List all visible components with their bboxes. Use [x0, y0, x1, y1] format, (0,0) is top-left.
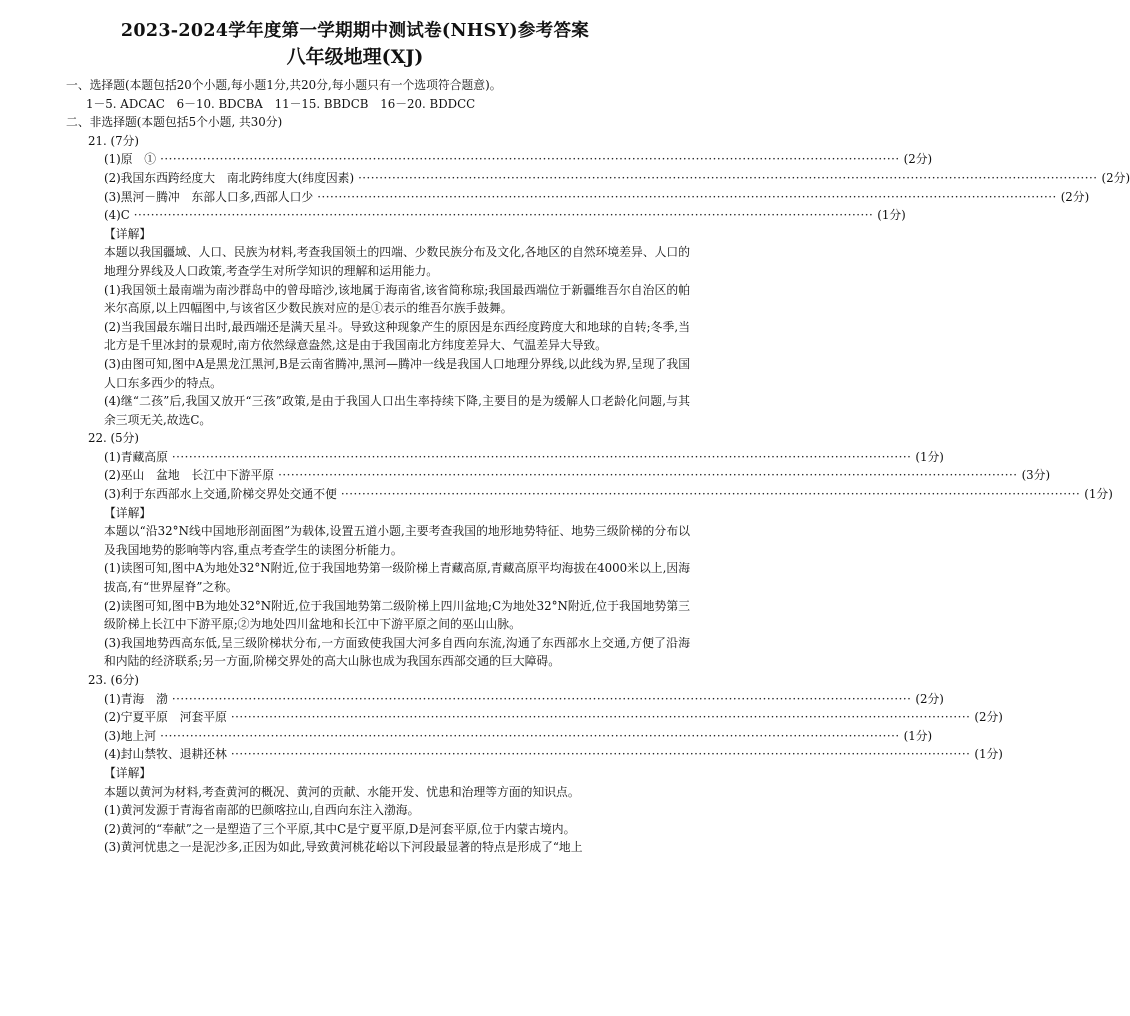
leader-dots: ·············································································································································································· [160, 152, 900, 167]
section2-heading: 二、非选择题(本题包括5个小题, 共30分) [66, 115, 283, 130]
q22-item-1 [0, 448, 944, 467]
q23-item-4-score: (1分) [974, 747, 1003, 762]
q23-detail-para: (1)黄河发源于青海省南部的巴颜喀拉山,自西向东注入渤海。 [104, 803, 420, 818]
leader-dots: ·············································································································································································· [358, 170, 1098, 185]
q23-item-3-score: (1分) [903, 728, 933, 743]
q23-detail-para: (3)黄河忧患之一是泥沙多,正因为如此,导致黄河桃花峪以下河段最显著的特点是形成了“地上 [104, 840, 583, 855]
q21-label: 21. (7分) [88, 133, 140, 148]
q22-detail-tag: 【详解】 [104, 505, 152, 520]
q21-item-1-score: (2分) [903, 152, 933, 167]
q21-detail-para: (1)我国领土最南端为南沙群岛中的曾母暗沙,该地属于海南省,该省简称琼;我国最西端位于新疆维吾尔自治区的帕米尔高原,以上四幅图中,与该省区少数民族对应的是①表示的维吾尔族手鼓舞。 [104, 282, 690, 316]
leader-dots: ·············································································································································································· [340, 487, 1081, 502]
q21-detail-para: 本题以我国疆域、人口、民族为材料,考查我国领土的四端、少数民族分布及文化,各地区的自然环境差异、人口的地理分界线及人口政策,考查学生对所学知识的理解和运用能力。 [104, 245, 690, 278]
q23-item-2 [0, 708, 1003, 727]
q21-item-4-text: (4)C [104, 208, 130, 223]
q22-detail-para: 本题以“沿32°N线中国地形剖面图”为载体,设置五道小题,主要考查我国的地形地势特征、地势三级阶梯的分布以及我国地势的影响等内容,重点考查学生的读图分析能力。 [104, 524, 690, 557]
q23-detail-para: (2)黄河的“奉献”之一是塑造了三个平原,其中C是宁夏平原,D是河套平原,位于内蒙古境内。 [104, 821, 576, 836]
q23-item-1-score: (2分) [915, 691, 944, 706]
q22-detail-para: (1)读图可知,图中A为地处32°N附近,位于我国地势第一级阶梯上青藏高原,青藏高原平均海拔在4000米以上,因海拔高,有“世界屋脊”之称。 [104, 561, 690, 595]
q22-item-2-score: (3分) [1021, 468, 1051, 483]
q21-item-2 [0, 169, 1130, 188]
q22-item-3-score: (1分) [1084, 487, 1113, 502]
document-title: 2023-2024学年度第一学期期中测试卷(NHSY)参考答案 [120, 21, 590, 41]
q23-item-1 [0, 690, 944, 709]
q22-item-1-score: (1分) [915, 449, 944, 464]
q21-item-3-text: (3)黑河－腾冲 东部人口多,西部人口少 [104, 189, 314, 204]
q23-item-3-text: (3)地上河 [104, 728, 157, 743]
q21-item-4 [0, 206, 906, 225]
q23-item-4 [0, 745, 1003, 764]
q23-item-1-text: (1)青海 渤 [104, 691, 168, 706]
leader-dots: ·············································································································································································· [133, 208, 874, 223]
q22-detail-para: (2)读图可知,图中B为地处32°N附近,位于我国地势第二级阶梯上四川盆地;C为地处32°N附近,位于我国地势第三级阶梯上长江中下游平原;②为地处四川盆地和长江中下游平原之间的巫山山脉。 [104, 598, 690, 632]
q22-item-2 [0, 466, 1051, 485]
q22-item-2-text: (2)巫山 盆地 长江中下游平原 [104, 468, 275, 483]
section1-answers: 1－5. ADCAC 6－10. BDCBA 11－15. BBDCB 16－20. BDDCC [86, 96, 476, 111]
q22-detail-para: (3)我国地势西高东低,呈三级阶梯状分布,一方面致使我国大河多自西向东流,沟通了东西部水上交通,方便了沿海和内陆的经济联系;另一方面,阶梯交界处的高大山脉也成为我国东西部交通的巨大障碍。 [104, 635, 690, 669]
q21-item-1-text: (1)原 ① [104, 152, 157, 167]
q21-detail-para: (4)继“二孩”后,我国又放开“三孩”政策,是由于我国人口出生率持续下降,主要目的是为缓解人口老龄化问题,与其余三项无关,故选C。 [104, 394, 690, 427]
section1-heading: 一、选择题(本题包括20个小题,每小题1分,共20分,每小题只有一个选项符合题意)。 [66, 78, 502, 92]
q21-item-3-score: (2分) [1060, 189, 1090, 204]
q21-item-2-score: (2分) [1101, 170, 1130, 185]
q21-item-4-score: (1分) [877, 208, 906, 223]
q22-label: 22. (5分) [88, 431, 140, 446]
q23-detail-tag: 【详解】 [104, 765, 152, 780]
q22-item-1-text: (1)青藏高原 [104, 449, 168, 464]
q23-item-2-text: (2)宁夏平原 河套平原 [104, 710, 227, 725]
leader-dots: ·············································································································································································· [171, 449, 912, 464]
q23-label: 23. (6分) [88, 673, 140, 687]
leader-dots: ·············································································································································································· [278, 468, 1018, 483]
q21-detail-para: (3)由图可知,图中A是黑龙江黑河,B是云南省腾冲,黑河—腾冲一线是我国人口地理分界线,以此线为界,呈现了我国人口东多西少的特点。 [104, 356, 690, 390]
q22-item-3 [0, 485, 1113, 504]
q23-item-2-score: (2分) [974, 710, 1003, 725]
q21-item-1 [0, 150, 933, 169]
leader-dots: ·············································································································································································· [171, 691, 912, 706]
q23-item-3 [0, 727, 933, 746]
leader-dots: ·············································································································································································· [230, 710, 971, 725]
q21-detail-tag: 【详解】 [104, 226, 152, 241]
q22-item-3-text: (3)利于东西部水上交通,阶梯交界处交通不便 [104, 487, 337, 502]
q21-detail-para: (2)当我国最东端日出时,最西端还是满天星斗。导致这种现象产生的原因是东西经度跨度大和地球的自转;冬季,当北方是千里冰封的景观时,南方依然绿意盎然,这是由于我国南北方纬度差异大、气温差异大导致。 [104, 319, 690, 353]
leader-dots: ·············································································································································································· [317, 189, 1057, 204]
q23-detail-para: 本题以黄河为材料,考查黄河的概况、黄河的贡献、水能开发、忧患和治理等方面的知识点。 [104, 784, 580, 799]
document-subtitle: 八年级地理(XJ) [286, 46, 424, 68]
leader-dots: ·············································································································································································· [230, 747, 971, 762]
q21-item-3 [0, 188, 1090, 207]
q21-item-2-text: (2)我国东西跨经度大 南北跨纬度大(纬度因素) [104, 170, 355, 185]
q23-item-4-text: (4)封山禁牧、退耕还林 [104, 747, 227, 762]
leader-dots: ·············································································································································································· [160, 728, 900, 743]
